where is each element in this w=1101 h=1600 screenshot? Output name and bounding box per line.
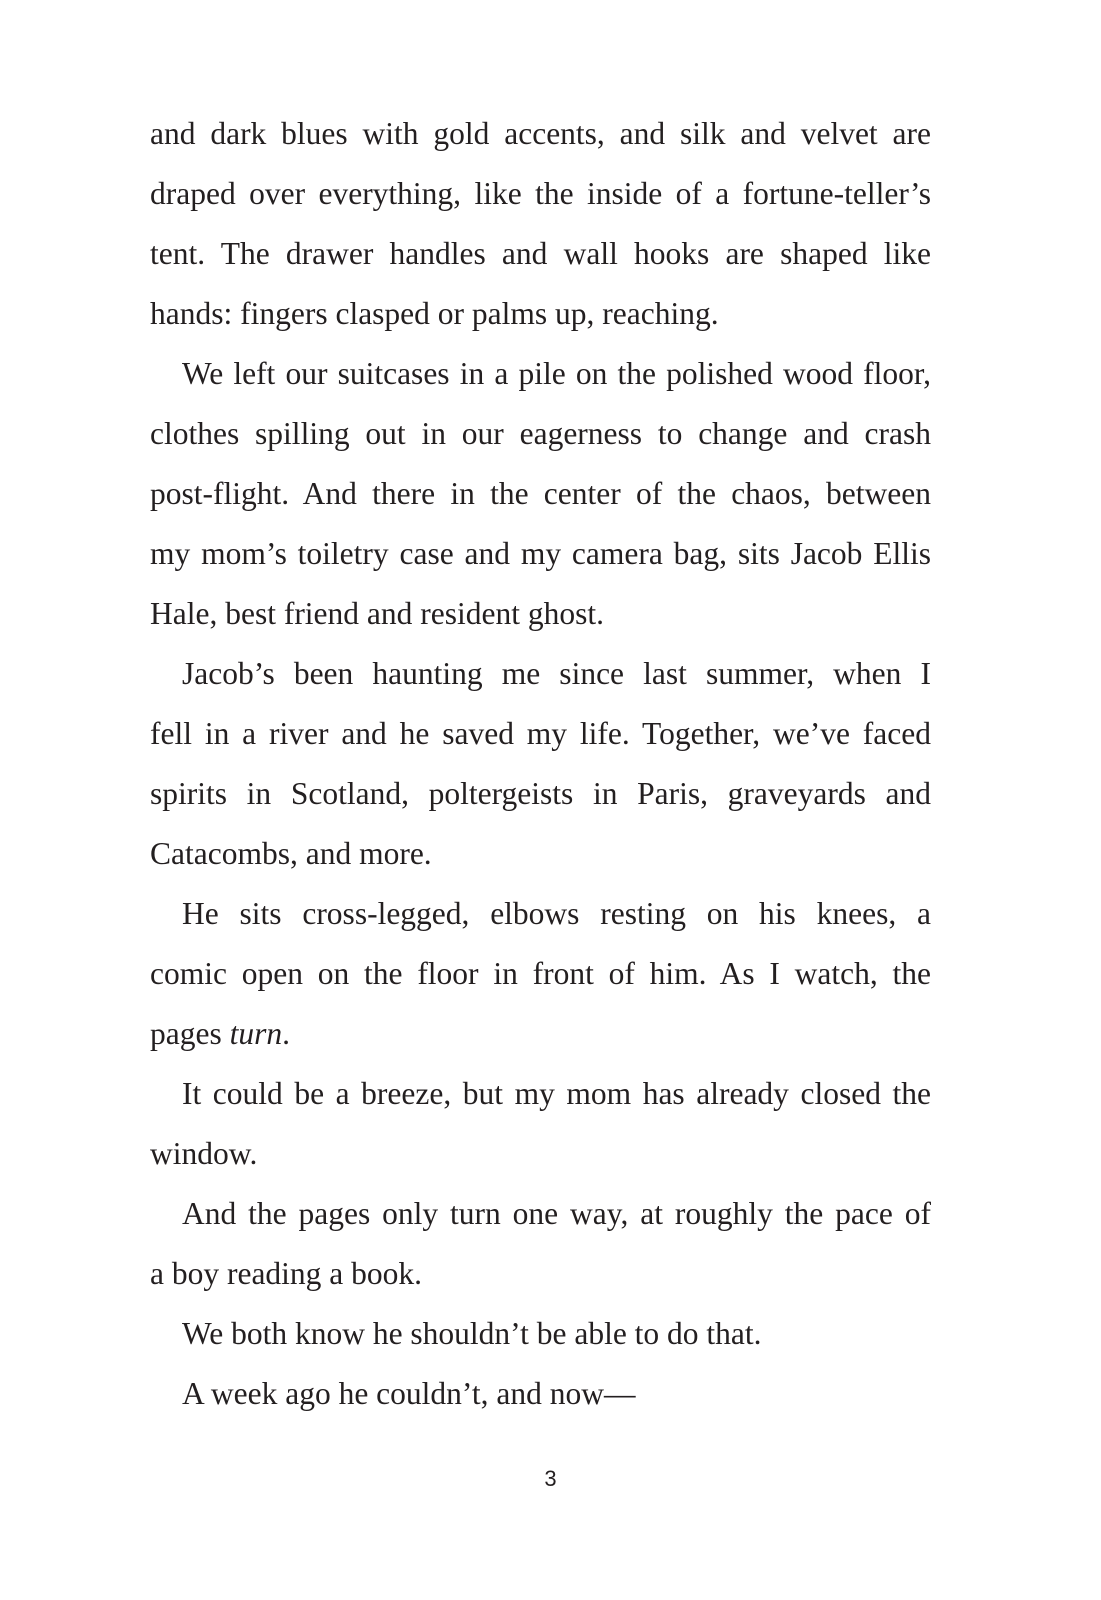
text-line: my mom’s toiletry case and my camera bag, sits Jacob Ellis (150, 536, 931, 571)
paragraph-suitcases (150, 344, 931, 644)
text-line: post-flight. And there in the center of the chaos, between (150, 476, 931, 511)
text-line: draped over everything, like the inside of a fortune-teller’s (150, 176, 931, 211)
text-line: A week ago he couldn’t, and now— (182, 1376, 636, 1411)
paragraph-haunting (150, 644, 931, 884)
page-number: 3 (544, 1466, 557, 1491)
text-line (150, 1004, 931, 1064)
text-line: tent. The drawer handles and wall hooks are shaped like (150, 236, 931, 271)
text-line: and dark blues with gold accents, and silk and velvet are (150, 116, 931, 151)
paragraph-comic (150, 884, 931, 1064)
text-line: clothes spilling out in our eagerness to change and crash (150, 416, 931, 451)
text-line: hands: fingers clasped or palms up, reaching. (150, 296, 719, 331)
paragraph-breeze (150, 1064, 931, 1184)
paragraph-both-know (150, 1304, 931, 1364)
text-fragment: pages (150, 1016, 230, 1051)
text-line: fell in a river and he saved my life. Together, we’ve faced (150, 716, 931, 751)
text-line: spirits in Scotland, poltergeists in Paris, graveyards and (150, 776, 931, 811)
text-line: It could be a breeze, but my mom has already closed the (182, 1076, 931, 1111)
text-line: He sits cross-legged, elbows resting on his knees, a (182, 896, 931, 931)
text-line: Catacombs, and more. (150, 836, 432, 871)
paragraph-continuation (150, 104, 931, 344)
text-line: window. (150, 1136, 258, 1171)
paragraph-pages (150, 1184, 931, 1304)
text-line: And the pages only turn one way, at roughly the pace of (182, 1196, 931, 1231)
text-line: a boy reading a book. (150, 1256, 423, 1291)
text-line: Jacob’s been haunting me since last summer, when I (182, 656, 931, 691)
text-fragment: . (282, 1016, 290, 1051)
paragraph-week-ago (150, 1364, 931, 1424)
text-line: comic open on the floor in front of him. As I watch, the (150, 956, 931, 991)
text-line: Hale, best friend and resident ghost. (150, 596, 604, 631)
text-line: We both know he shouldn’t be able to do that. (182, 1316, 762, 1351)
body-text (150, 104, 931, 1424)
text-line: We left our suitcases in a pile on the polished wood floor, (182, 356, 931, 391)
italic-word: turn (229, 1016, 283, 1051)
